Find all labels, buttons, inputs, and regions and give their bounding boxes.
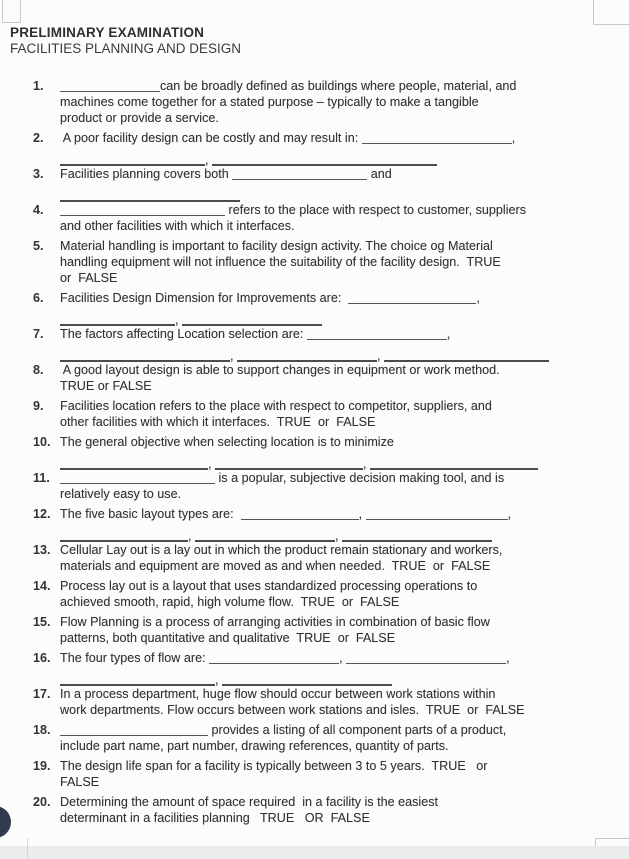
- question-number: 17.: [33, 687, 51, 701]
- question-row: [0, 470, 629, 502]
- question-row: [0, 362, 629, 394]
- question-text: ,: [230, 349, 237, 363]
- question-text: other facilities with which it interfaces. TRUE or FALSE: [60, 415, 376, 429]
- answer-blank: [60, 79, 160, 92]
- question-text: machines come together for a stated purpose – typically to make a tangible: [60, 95, 479, 109]
- question-line: [60, 434, 605, 450]
- question-line: [60, 558, 605, 574]
- answer-blank: [60, 152, 205, 166]
- question-line: [60, 686, 605, 702]
- question-text: patterns, both quantitative and qualitative TRUE or FALSE: [60, 631, 396, 645]
- question-number: 15.: [33, 615, 51, 629]
- answer-blank: [60, 528, 188, 542]
- question-line: [60, 630, 605, 646]
- question-line: [60, 110, 605, 126]
- question-text: is a popular, subjective decision making tool, and is: [215, 471, 505, 485]
- question-text: ,: [205, 153, 212, 167]
- question-text: achieved smooth, rapid, high volume flow. TRUE or FALSE: [60, 595, 400, 609]
- question-line: [60, 398, 605, 414]
- question-number: 8.: [33, 363, 44, 377]
- question-row: [0, 398, 629, 430]
- document-header: [10, 25, 241, 57]
- question-text: Determining the amount of space required in a facility is the easiest: [60, 795, 439, 809]
- answer-blank: [182, 312, 322, 326]
- question-row: [0, 290, 629, 327]
- question-line: [60, 94, 605, 110]
- question-line: [60, 486, 605, 502]
- question-text: ,: [175, 313, 182, 327]
- answer-blank: [60, 348, 230, 362]
- question-row: [0, 650, 629, 687]
- exam-title: PRELIMINARY EXAMINATION: [10, 25, 205, 40]
- question-body: [60, 78, 605, 126]
- answer-blank: [60, 456, 208, 470]
- question-line: [60, 774, 605, 790]
- question-text: Cellular Lay out is a lay out in which the product remain stationary and workers,: [60, 543, 503, 557]
- question-body: [60, 614, 605, 646]
- question-row: [0, 130, 629, 167]
- question-text: ,: [208, 457, 215, 471]
- question-text: provides a listing of all component parts of a product,: [208, 723, 507, 737]
- answer-blank: [348, 291, 476, 304]
- question-row: [0, 542, 629, 574]
- question-row: [0, 686, 629, 718]
- question-text: Process lay out is a layout that uses standardized processing operations to: [60, 579, 478, 593]
- question-body: [60, 202, 605, 234]
- question-line: [60, 738, 605, 754]
- question-line: [60, 270, 605, 286]
- question-line: [60, 594, 605, 610]
- question-row: [0, 758, 629, 790]
- question-body: [60, 166, 605, 198]
- crop-mark-top-left: [2, 0, 21, 23]
- question-text: TRUE or FALSE: [60, 379, 152, 393]
- question-text: A poor facility design can be costly and may result in:: [60, 131, 362, 145]
- question-line: [60, 614, 605, 630]
- question-line: [60, 506, 605, 522]
- question-number: 5.: [33, 239, 44, 253]
- answer-blank: [195, 528, 335, 542]
- question-number: 14.: [33, 579, 51, 593]
- question-body: [60, 290, 605, 327]
- question-text: and: [367, 167, 392, 181]
- answer-blank: [342, 528, 492, 542]
- question-line: [60, 758, 605, 774]
- answer-blank: [215, 456, 363, 470]
- question-number: 16.: [33, 651, 51, 665]
- answer-blank: [60, 723, 208, 736]
- answer-blank: [212, 152, 437, 166]
- question-text: The design life span for a facility is typically between 3 to 5 years. TRUE or: [60, 759, 488, 773]
- question-line: [60, 238, 605, 254]
- question-text: work departments. Flow occurs between work stations and isles. TRUE or FALSE: [60, 703, 525, 717]
- question-line: [60, 326, 605, 342]
- question-text: ,: [511, 131, 516, 145]
- question-line: [60, 414, 605, 430]
- question-body: [60, 794, 605, 826]
- question-line: [60, 650, 605, 666]
- question-number: 3.: [33, 167, 44, 181]
- question-text: or FALSE: [60, 271, 118, 285]
- question-text: ,: [507, 507, 512, 521]
- question-text: The general objective when selecting location is to minimize: [60, 435, 394, 449]
- question-number: 4.: [33, 203, 44, 217]
- question-text: A good layout design is able to support changes in equipment or work method.: [60, 363, 500, 377]
- question-row: [0, 78, 629, 126]
- question-line: [60, 166, 605, 182]
- question-line: [60, 810, 605, 826]
- question-text: Facilities location refers to the place with respect to competitor, suppliers, and: [60, 399, 492, 413]
- question-text: materials and equipment are moved as and when needed. TRUE or FALSE: [60, 559, 491, 573]
- question-line: [60, 362, 605, 378]
- question-row: [0, 202, 629, 234]
- page-crease-line: [27, 838, 28, 859]
- question-text: The factors affecting Location selection are:: [60, 327, 307, 341]
- question-text: Flow Planning is a process of arranging activities in combination of basic flow: [60, 615, 490, 629]
- answer-blank: [384, 348, 549, 362]
- question-text: determinant in a facilities planning TRUE OR FALSE: [60, 811, 370, 825]
- question-number: 1.: [33, 79, 44, 93]
- question-line: [60, 254, 605, 270]
- answer-blank: [241, 507, 359, 520]
- question-line: [60, 202, 605, 218]
- question-text: include part name, part number, drawing references, quantity of parts.: [60, 739, 449, 753]
- question-body: [60, 470, 605, 502]
- question-text: ,: [476, 291, 480, 305]
- question-body: [60, 434, 605, 471]
- course-title: FACILITIES PLANNING AND DESIGN: [10, 41, 242, 56]
- question-text: can be broadly defined as buildings where people, material, and: [160, 79, 517, 93]
- question-text: ,: [215, 673, 222, 687]
- question-body: [60, 238, 605, 286]
- answer-blank: [346, 651, 506, 664]
- question-text: The four types of flow are:: [60, 651, 210, 665]
- question-text: ,: [506, 651, 510, 665]
- question-number: 13.: [33, 543, 51, 557]
- answer-blank: [60, 203, 225, 216]
- answer-blank: [209, 651, 339, 664]
- question-text: Material handling is important to facility design activity. The choice og Material: [60, 239, 493, 253]
- question-text: ,: [339, 651, 347, 665]
- question-row: [0, 578, 629, 610]
- question-text: ,: [358, 507, 366, 521]
- question-body: [60, 686, 605, 718]
- answer-blank: [307, 327, 447, 340]
- question-text: and other facilities with which it interfaces.: [60, 219, 295, 233]
- question-row: [0, 166, 629, 198]
- question-line: [60, 722, 605, 738]
- answer-blank: [232, 167, 367, 180]
- question-number: 6.: [33, 291, 44, 305]
- question-list: [0, 74, 629, 826]
- question-body: [60, 326, 605, 363]
- question-number: 12.: [33, 507, 51, 521]
- question-row: [0, 722, 629, 754]
- answer-blank: [60, 672, 215, 686]
- question-body: [60, 650, 605, 687]
- question-number: 7.: [33, 327, 44, 341]
- answer-blank: [60, 471, 215, 484]
- question-text: handling equipment will not influence the suitability of the facility design. TRUE: [60, 255, 501, 269]
- answer-blank: [366, 507, 508, 520]
- question-number: 19.: [33, 759, 51, 773]
- question-body: [60, 722, 605, 754]
- question-text: Facilities Design Dimension for Improvements are:: [60, 291, 349, 305]
- question-text: The five basic layout types are:: [60, 507, 241, 521]
- question-line: [60, 542, 605, 558]
- question-text: ,: [377, 349, 384, 363]
- question-body: [60, 542, 605, 574]
- answer-blank: [60, 188, 240, 202]
- question-text: relatively easy to use.: [60, 487, 182, 501]
- question-number: 9.: [33, 399, 44, 413]
- question-number: 18.: [33, 723, 51, 737]
- question-line: [60, 578, 605, 594]
- question-number: 20.: [33, 795, 51, 809]
- question-text: refers to the place with respect to customer, suppliers: [225, 203, 526, 217]
- question-row: [0, 506, 629, 543]
- question-row: [0, 434, 629, 471]
- answer-blank: [222, 672, 392, 686]
- question-body: [60, 398, 605, 430]
- question-body: [60, 578, 605, 610]
- crop-mark-top-right: [593, 0, 629, 25]
- question-body: [60, 758, 605, 790]
- question-text: product or provide a service.: [60, 111, 219, 125]
- question-row: [0, 238, 629, 286]
- page-bottom-edge: [0, 846, 629, 859]
- answer-blank: [60, 312, 175, 326]
- question-text: FALSE: [60, 775, 100, 789]
- question-line: [60, 218, 605, 234]
- question-line: [60, 130, 605, 146]
- question-text: Facilities planning covers both: [60, 167, 233, 181]
- question-text: ,: [335, 529, 342, 543]
- question-line: [60, 290, 605, 306]
- question-row: [0, 326, 629, 363]
- answer-blank: [237, 348, 377, 362]
- question-number: 2.: [33, 131, 44, 145]
- question-number: 11.: [33, 471, 50, 485]
- question-line: [60, 78, 605, 94]
- question-line: [60, 470, 605, 486]
- question-line: [60, 794, 605, 810]
- question-text: ,: [363, 457, 370, 471]
- question-row: [0, 794, 629, 826]
- question-line: [60, 378, 605, 394]
- answer-blank: [370, 456, 538, 470]
- answer-blank: [362, 131, 512, 144]
- question-body: [60, 130, 605, 167]
- question-text: ,: [446, 327, 451, 341]
- question-body: [60, 506, 605, 543]
- question-text: In a process department, huge flow should occur between work stations within: [60, 687, 496, 701]
- question-number: 10.: [33, 435, 51, 449]
- question-line: [60, 702, 605, 718]
- question-body: [60, 362, 605, 394]
- question-row: [0, 614, 629, 646]
- question-text: ,: [188, 529, 195, 543]
